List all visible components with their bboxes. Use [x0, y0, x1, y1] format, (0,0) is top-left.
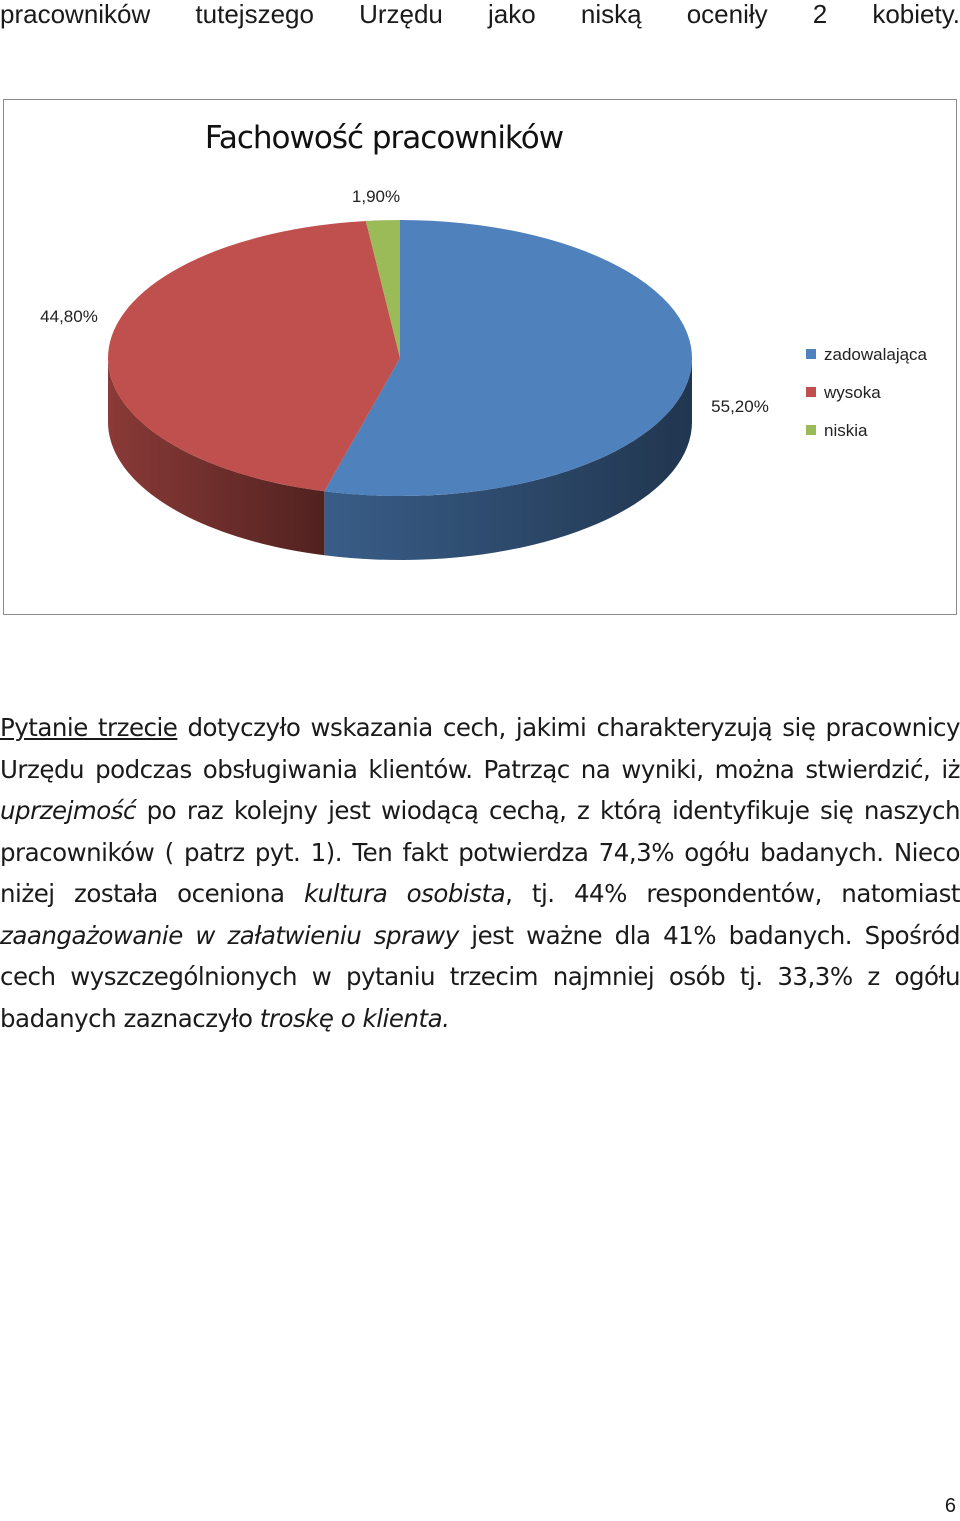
text-run: dotyczyło wskazania cech, jakimi charakteryzują się pracownicy Urzędu podczas obsługiwania klientów. Patrząc na wyniki, można stwierdzić, iż [0, 713, 960, 784]
italic-run: uprzejmość [0, 796, 136, 825]
italic-run: kultura osobista [303, 879, 506, 908]
pie-chart [4, 100, 958, 616]
top-text-line [0, 0, 960, 34]
legend-label: wysoka [824, 383, 881, 402]
word: jako [488, 0, 536, 29]
legend-label: zadowalająca [824, 345, 928, 364]
word: pracowników [0, 0, 151, 29]
data-label: 1,90% [351, 187, 401, 206]
italic-run: zaangażowanie w załatwieniu sprawy [0, 920, 459, 950]
data-label: 55,20% [711, 397, 769, 416]
legend-label: niskia [824, 421, 868, 440]
chart-title: Fachowość pracowników [204, 120, 564, 156]
word: niską [580, 0, 642, 29]
body-paragraph [0, 707, 960, 1039]
word: oceniły [686, 0, 768, 29]
word: 2 [812, 0, 828, 29]
legend-swatch [806, 349, 816, 359]
data-label: 44,80% [40, 307, 98, 326]
lead-underlined: Pytanie trzecie [0, 713, 178, 742]
italic-run: troskę o klienta. [259, 1003, 450, 1033]
legend-swatch [806, 387, 816, 397]
word: tutejszego [195, 0, 314, 29]
text-run: po raz kolejny jest wiodącą cechą, z którą identyfikuje się naszych pracowników ( patrz pyt. 1). Ten fakt potwierdza 74,3% ogółu badanych. Nieco niżej została oceniona [0, 796, 960, 908]
text-run: jest ważne dla 41% badanych. Spośród cech wyszczególnionych w pytaniu trzecim najmniej osób tj. 33,3% z ogółu badanych zaznaczyło [0, 920, 960, 1033]
page-number: 6 [944, 1495, 956, 1517]
pie-chart-frame [3, 99, 957, 615]
word: kobiety. [872, 0, 960, 29]
legend-swatch [806, 425, 816, 435]
text-run: , tj. 44% respondentów, natomiast [505, 879, 960, 908]
word: Urzędu [359, 0, 443, 29]
